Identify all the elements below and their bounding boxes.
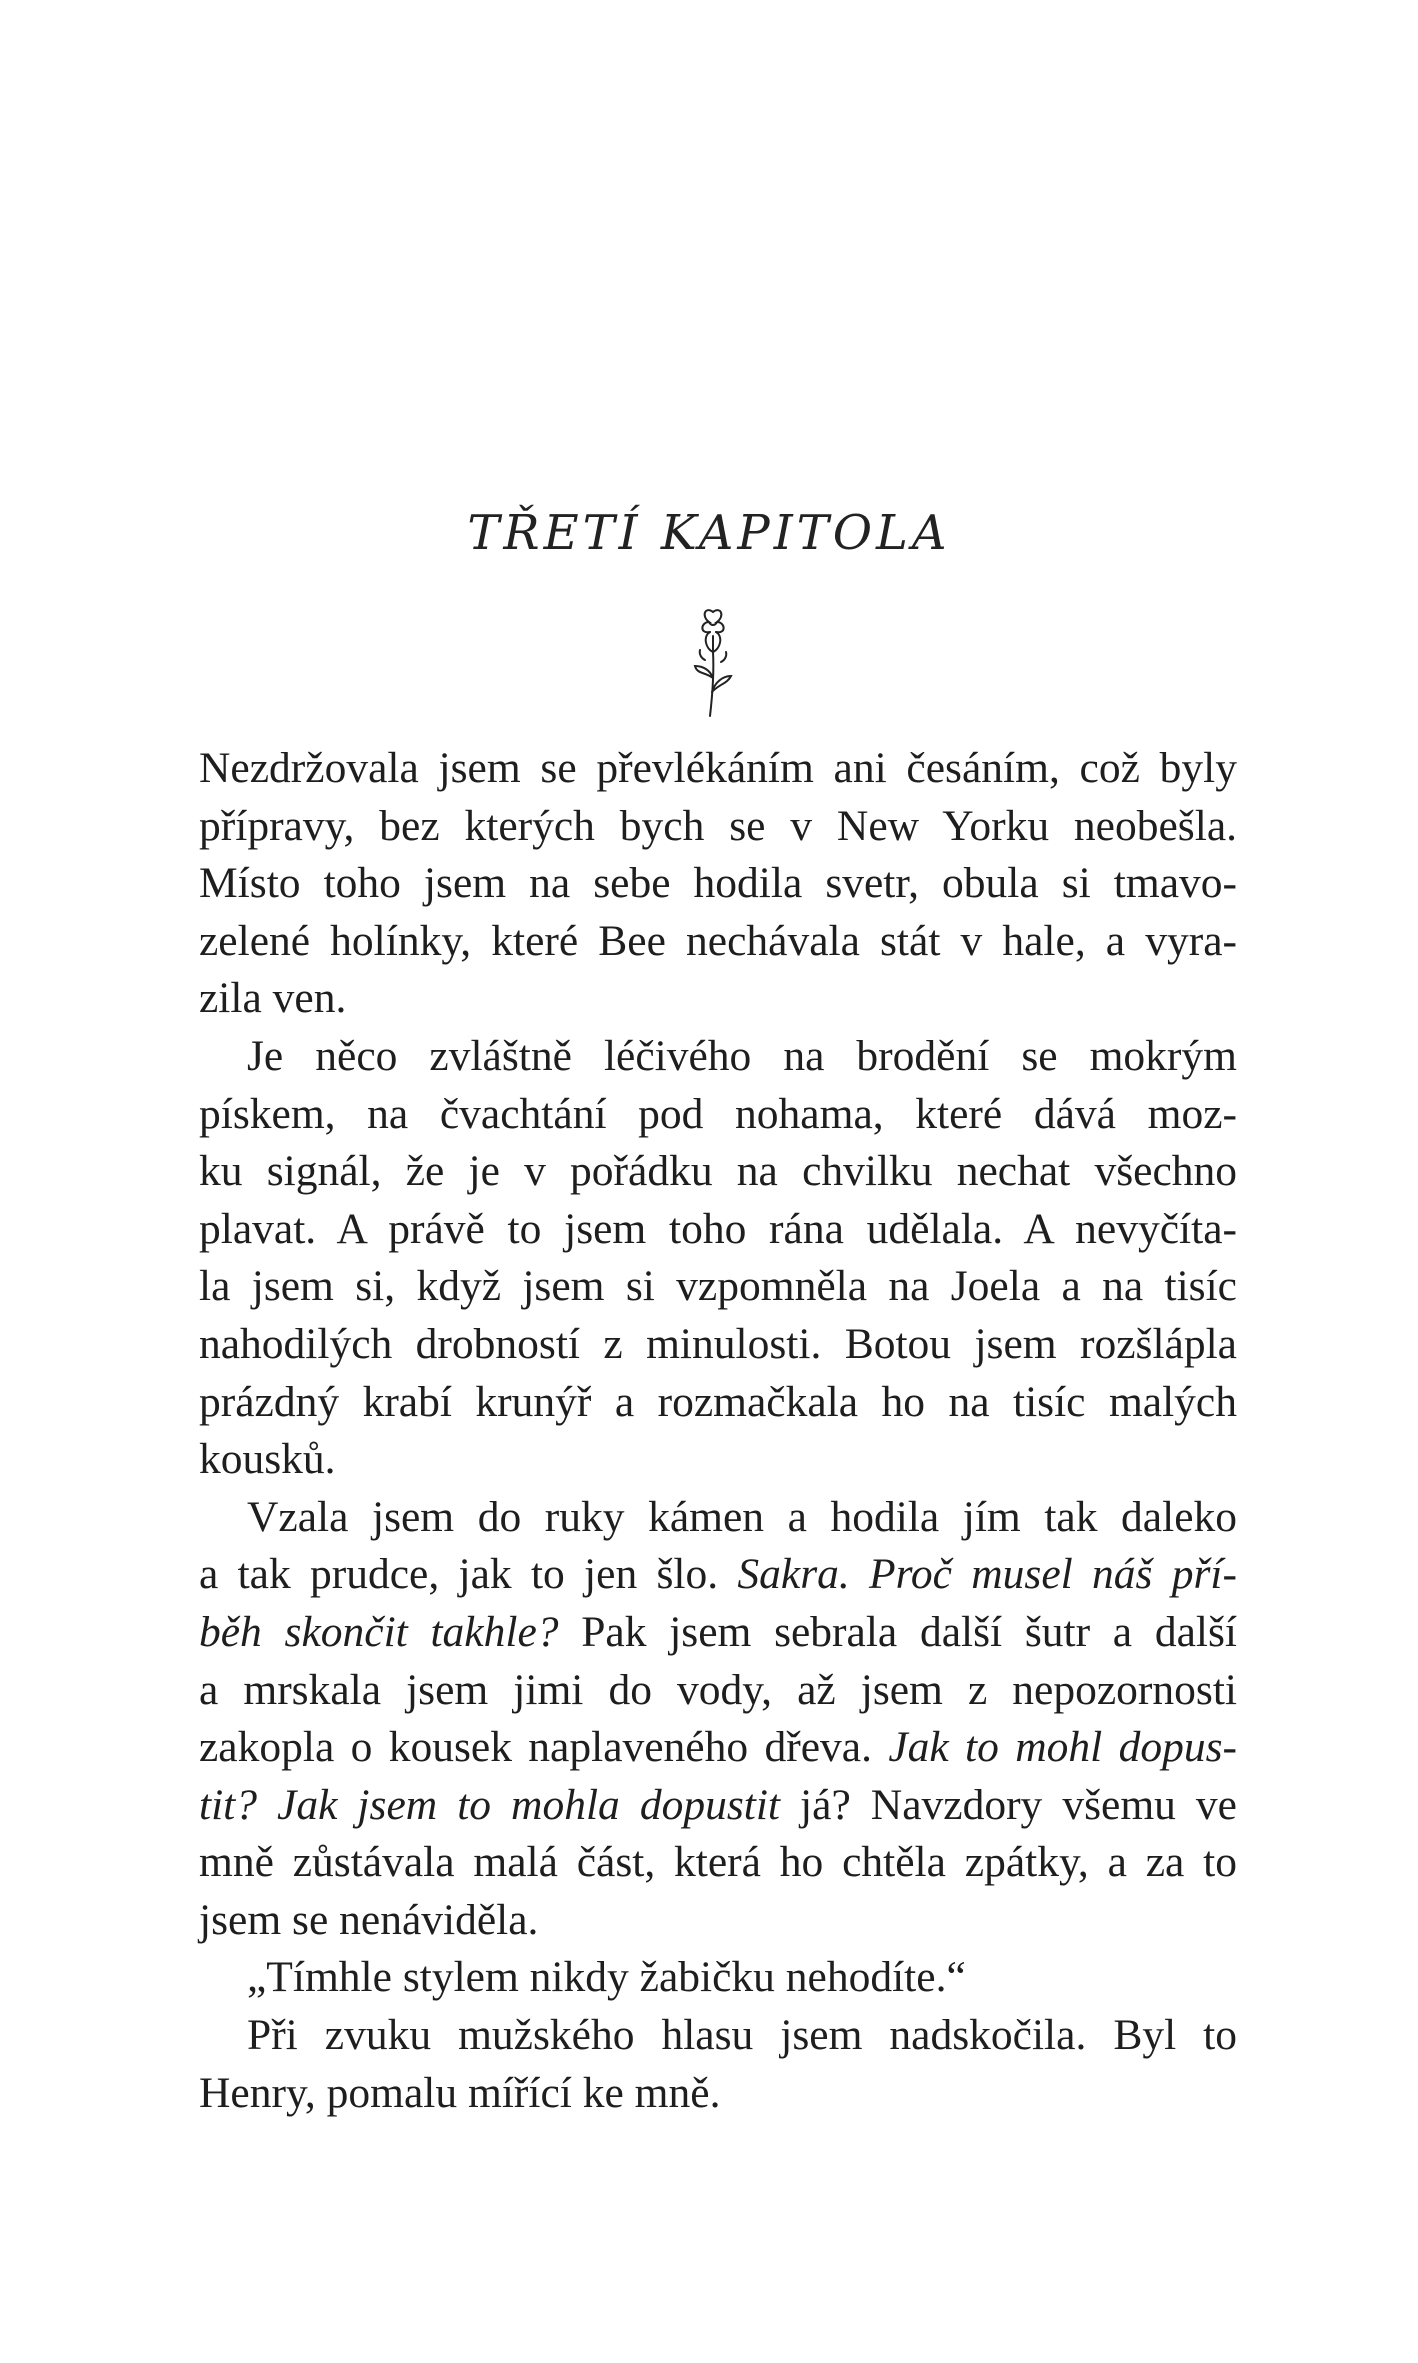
italic-text: Sakra. Proč musel náš pří- [737,1550,1237,1599]
text-run: Místo toho jsem na sebe hodila svetr, obula si tmavo- [199,859,1237,908]
text-line [199,1316,1237,1374]
text-run: a mrskala jsem jimi do vody, až jsem z nepozornosti [199,1665,1237,1714]
text-run: la jsem si, když jsem si vzpomněla na Joela a na tisíc [199,1262,1237,1311]
paragraph [199,1028,1237,1489]
text-line [199,1489,1237,1547]
text-run: plavat. A právě to jsem toho rána udělala. A nevyčíta- [199,1204,1237,1253]
text-line [199,1546,1237,1604]
text-run: zelené holínky, které Bee nechávala stát v hale, a vyra- [199,916,1237,965]
text-line [199,1374,1237,1432]
paragraph [199,1949,1237,2007]
text-line [199,1201,1237,1259]
text-line [199,1086,1237,1144]
paragraph [199,1489,1237,1950]
paragraph [199,740,1237,1028]
italic-text: Jak to mohl dopus- [888,1723,1237,1772]
text-run: Henry, pomalu mířící ke mně. [199,2068,721,2117]
text-run: já? Navzdory všemu ve [780,1780,1237,1829]
text-line [199,913,1237,971]
text-run: přípravy, bez kterých bych se v New Yorku neobešla. [199,801,1237,850]
text-line [199,1719,1237,1777]
italic-text: běh skončit takhle? [199,1607,559,1656]
text-run: Při zvuku mužského hlasu jsem nadskočila. Byl to [247,2011,1237,2060]
text-run: Je něco zvláštně léčivého na brodění se mokrým [247,1031,1237,1080]
text-line [199,1431,1237,1489]
italic-text: tit? Jak jsem to mohla dopustit [199,1780,781,1829]
text-run: zakopla o kousek naplaveného dřeva. [199,1723,889,1772]
text-line [199,1258,1237,1316]
text-run: pískem, na čvachtání pod nohama, které dává moz- [199,1089,1237,1138]
text-run: Pak jsem sebrala další šutr a další [558,1607,1237,1656]
text-run: „Tímhle stylem nikdy žabičku nehodíte.“ [247,1953,966,2002]
text-line [199,1777,1237,1835]
text-run: kousků. [199,1435,336,1484]
text-line [199,1662,1237,1720]
text-run: zila ven. [199,974,347,1023]
text-line [199,970,1237,1028]
flower-ornament-icon [683,600,743,720]
text-run: Vzala jsem do ruky kámen a hodila jím tak daleko [247,1492,1237,1541]
paragraph [199,2007,1237,2122]
text-run: ku signál, že je v pořádku na chvilku nechat všechno [199,1147,1237,1196]
text-line [199,855,1237,913]
text-run: jsem se nenáviděla. [199,1895,539,1944]
text-line [199,2065,1237,2123]
text-line [199,1028,1237,1086]
text-run: Nezdržovala jsem se převlékáním ani česáním, což byly [199,744,1237,792]
text-line [199,1949,1237,2007]
text-line [199,740,1237,798]
text-run: mně zůstávala malá část, která ho chtěla zpátky, a za to [199,1838,1237,1887]
chapter-body [199,740,1237,2122]
text-line [199,798,1237,856]
text-run: prázdný krabí krunýř a rozmačkala ho na tisíc malých [199,1377,1237,1426]
text-line [199,1834,1237,1892]
text-run: nahodilých drobností z minulosti. Botou jsem rozšlápla [199,1319,1237,1368]
chapter-title: TŘETÍ KAPITOLA [467,505,951,561]
text-line [199,1143,1237,1201]
text-run: a tak prudce, jak to jen šlo. [199,1550,738,1599]
text-line [199,1892,1237,1950]
text-line [199,2007,1237,2065]
text-line [199,1604,1237,1662]
